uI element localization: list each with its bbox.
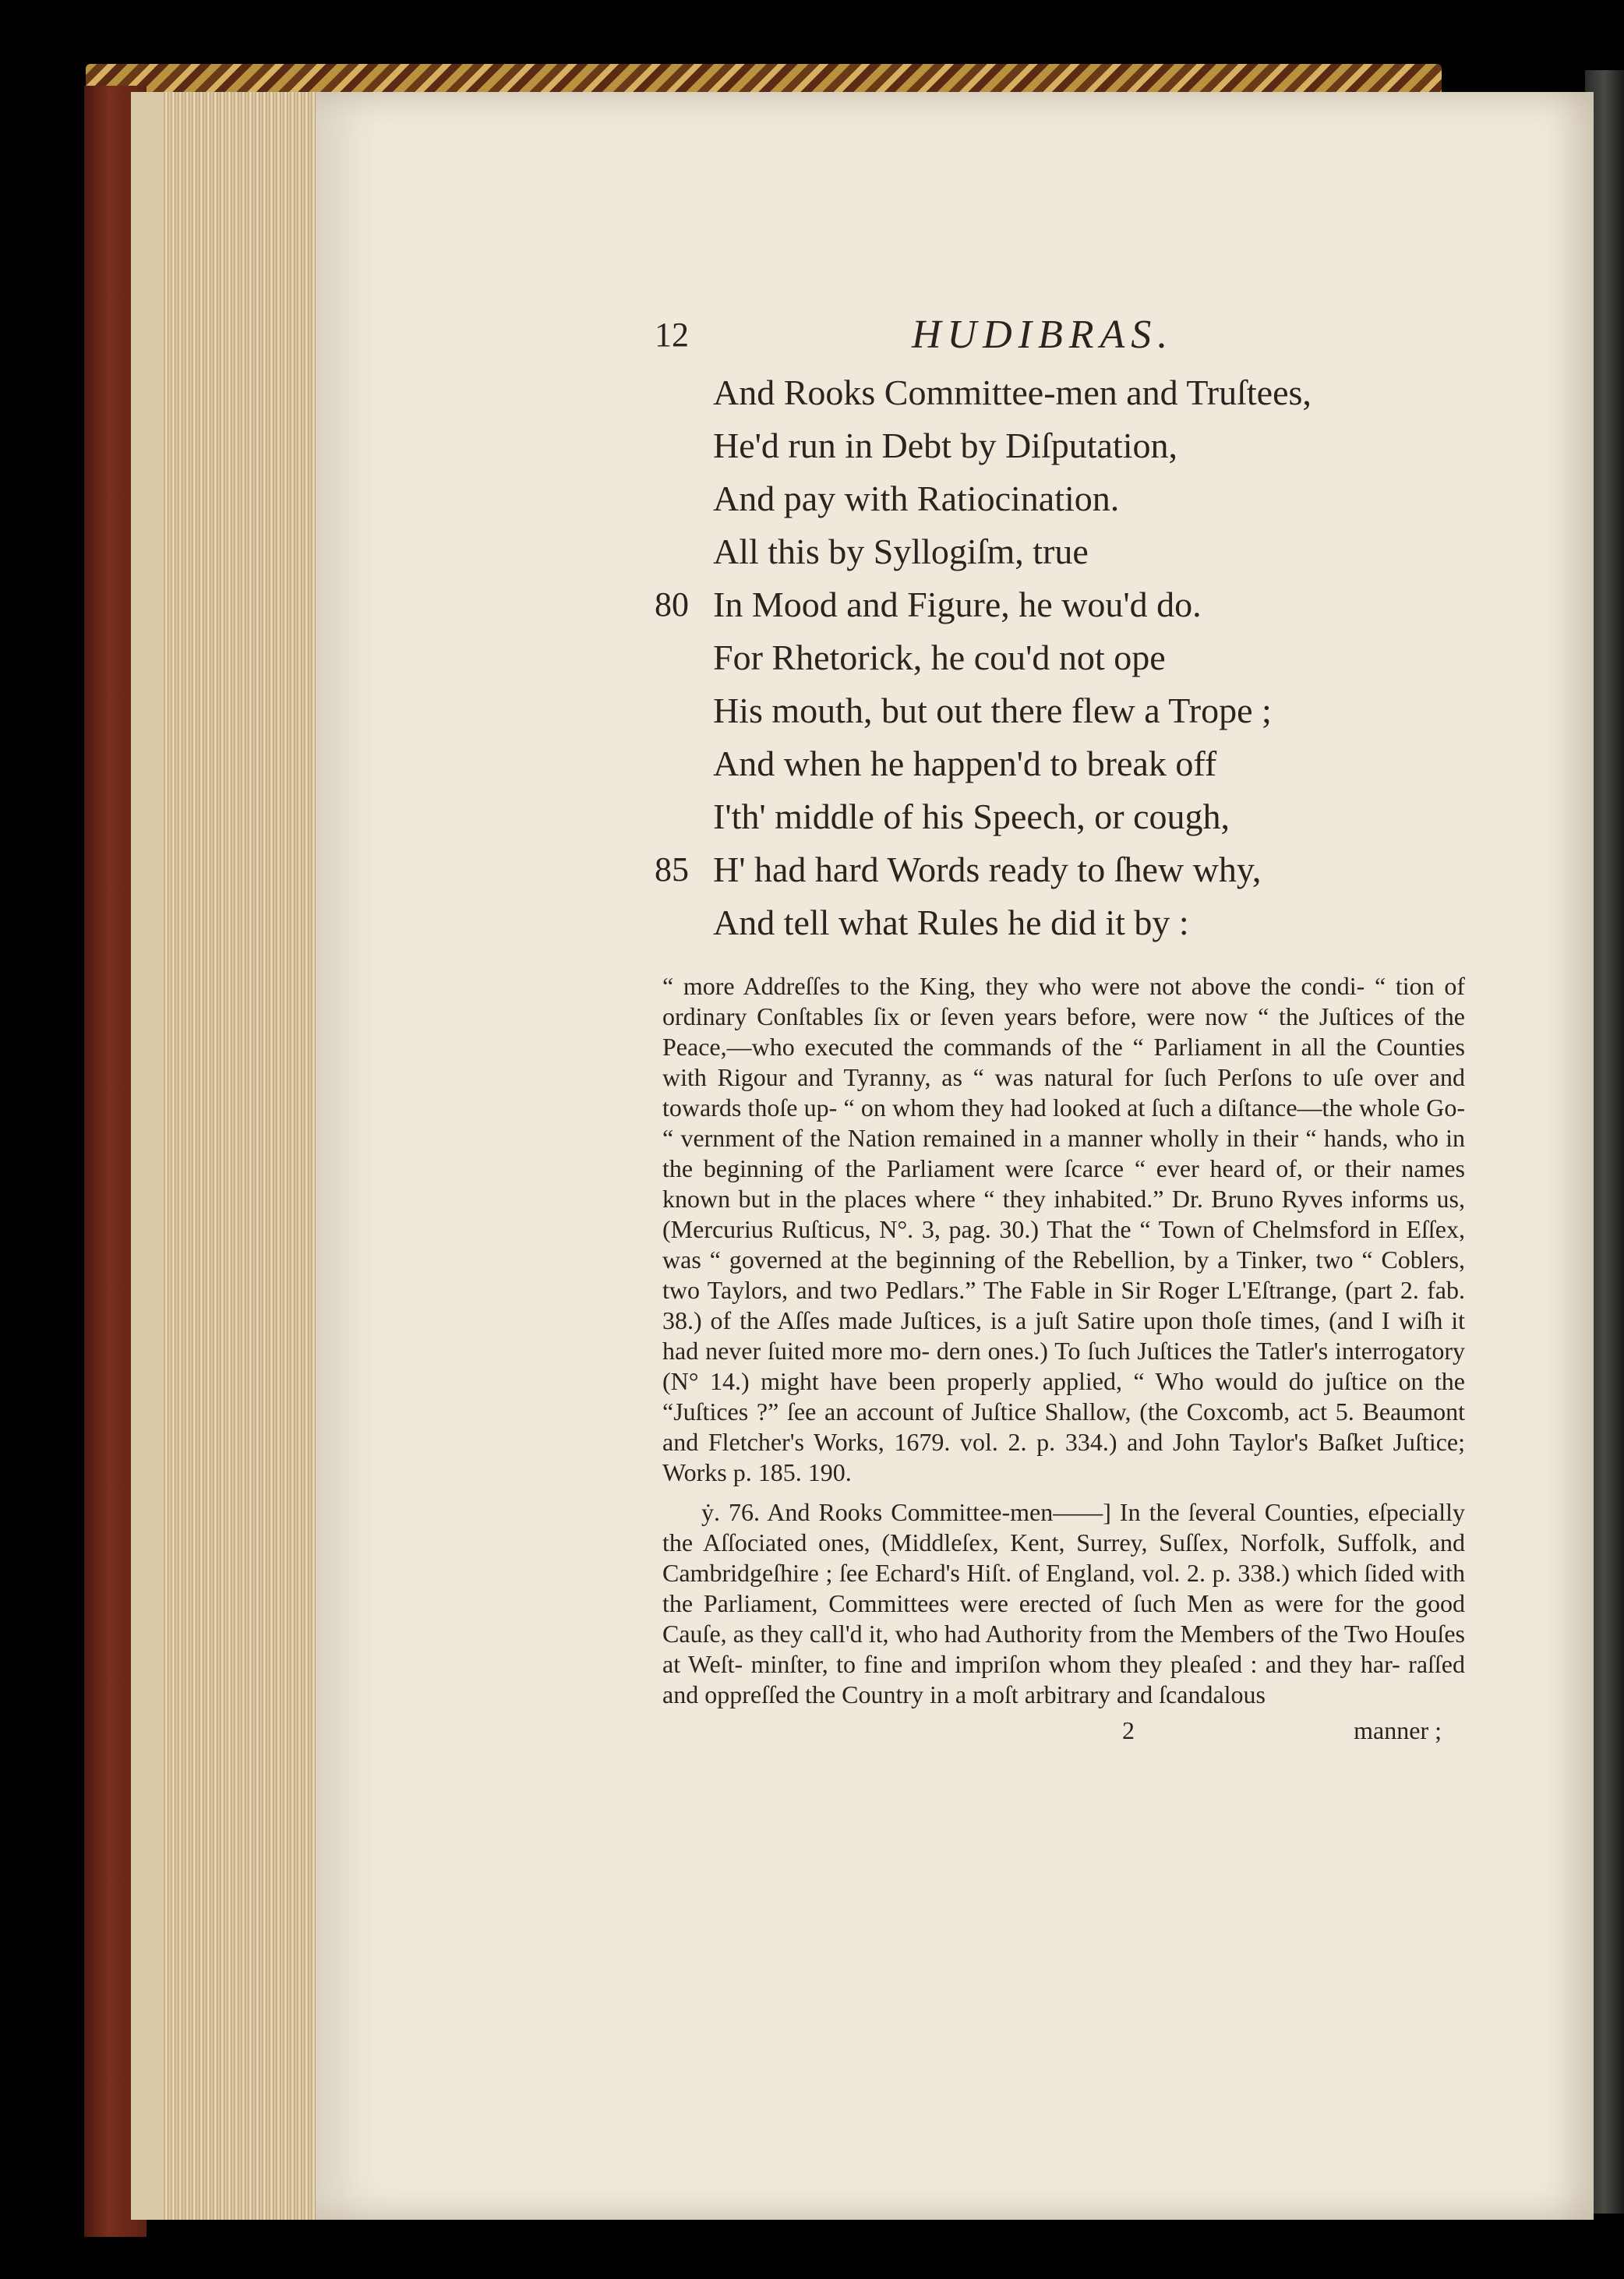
footnote-paragraph: “ more Addreſſes to the King, they who were not above the condi- “ tion of ordinary Conſtables ſix or ſeven years before, were now “ the Juſtices of the Peace,—who executed the commands of the “ Parliament in all the Counties with Rigour and Tyranny, as “ was natural for ſuch Perſons to uſe over and towards thoſe up- “ on whom they had looked at ſuch a diſtance—the whole Go- “ vernment of the Nation remained in a manner wholly in their “ hands, who in the beginning of the Parliament were ſcarce “ ever heard of, or their names known but in the places where “ they inhabited.” Dr. Bruno Ryves informs us, (Mercurius Ruſticus, N°. 3, pag. 30.) That the “ Town of Chelmsford in Eſſex, was “ governed at the beginning of the Rebellion, by a Tinker, two “ Coblers, two Taylors, and two Pedlars.” The Fable in Sir Roger L'Eſtrange, (part 2. fab. 38.) of the Aſſes made Juſtices, is a juſt Satire upon thoſe times, (and I wiſh it had never ſuited more mo- dern ones.) To ſuch Juſtices the Tatler's interrogatory (N° 14.) might have been properly applied, “ Who would do juſtice on the “Juſtices ?” ſee an account of Juſtice Shallow, (the Coxcomb, act 5. Beaumont and Fletcher's Works, 1679. vol. 2. p. 334.) and John Taylor's Baſket Juſtice; Works p. 185. 190. — [662, 972, 1465, 1486]
footnote-paragraph: ẏ. 76. And Rooks Committee-men——] In the ſeveral Counties, eſpecially the Aſſociated ones, (Middleſex, Kent, Surrey, Suſſex, Norfolk, Suffolk, and Cambridgeſhire ; ſee Echard's Hiſt. of England, vol. 2. p. 338.) which ſided with the Parliament, Committees were erected of ſuch Men as were for the good Cauſe, as they call'd it, who had Authority from the Members of the Two Houſes at Weſt- minſter, to fine and impriſon whom they pleaſed : and they har- raſſed and oppreſſed the Country in a moſt arbitrary and ſcandalous — [662, 1498, 1465, 1708]
footnotes — [655, 971, 1473, 1710]
verse-text: And Rooks Committee-men and Truſtees, — [713, 373, 1312, 412]
verse-text: In Mood and Figure, he wou'd do. — [713, 585, 1202, 624]
verse-line — [655, 896, 1473, 949]
verse-text: And when he happen'd to break off — [713, 744, 1217, 783]
verse-line — [655, 631, 1473, 684]
page-edges — [164, 92, 320, 2220]
verse-line — [655, 578, 1473, 631]
signature-mark: 2 — [1122, 1716, 1135, 1744]
verse-text: I'th' middle of his Speech, or cough, — [713, 797, 1230, 836]
verse-line — [655, 790, 1473, 843]
line-number: 80 — [655, 585, 689, 624]
verse-text: All this by Syllogiſm, true — [713, 532, 1089, 571]
verse-line — [655, 472, 1473, 525]
verse-text: And pay with Ratiocination. — [713, 479, 1120, 518]
verse-text: For Rhetorick, he cou'd not ope — [713, 638, 1166, 677]
page-number: 12 — [655, 316, 689, 354]
page-header — [655, 312, 1473, 366]
verse-block — [655, 366, 1473, 949]
verse-line — [655, 737, 1473, 790]
verse-line — [655, 843, 1473, 896]
verse-text: He'd run in Debt by Diſputation, — [713, 426, 1177, 465]
page-content — [655, 312, 1473, 1751]
verse-text: And tell what Rules he did it by : — [713, 903, 1189, 942]
running-title: HUDIBRAS. — [912, 313, 1174, 357]
line-number: 85 — [655, 850, 689, 889]
verse-line — [655, 366, 1473, 419]
verse-text: His mouth, but out there flew a Trope ; — [713, 691, 1272, 730]
verse-line — [655, 525, 1473, 578]
verse-line — [655, 684, 1473, 737]
verse-line — [655, 419, 1473, 472]
catchword: manner ; — [1354, 1716, 1442, 1744]
verse-text: H' had hard Words ready to ſhew why, — [713, 850, 1262, 889]
page-footer — [655, 1716, 1473, 1751]
